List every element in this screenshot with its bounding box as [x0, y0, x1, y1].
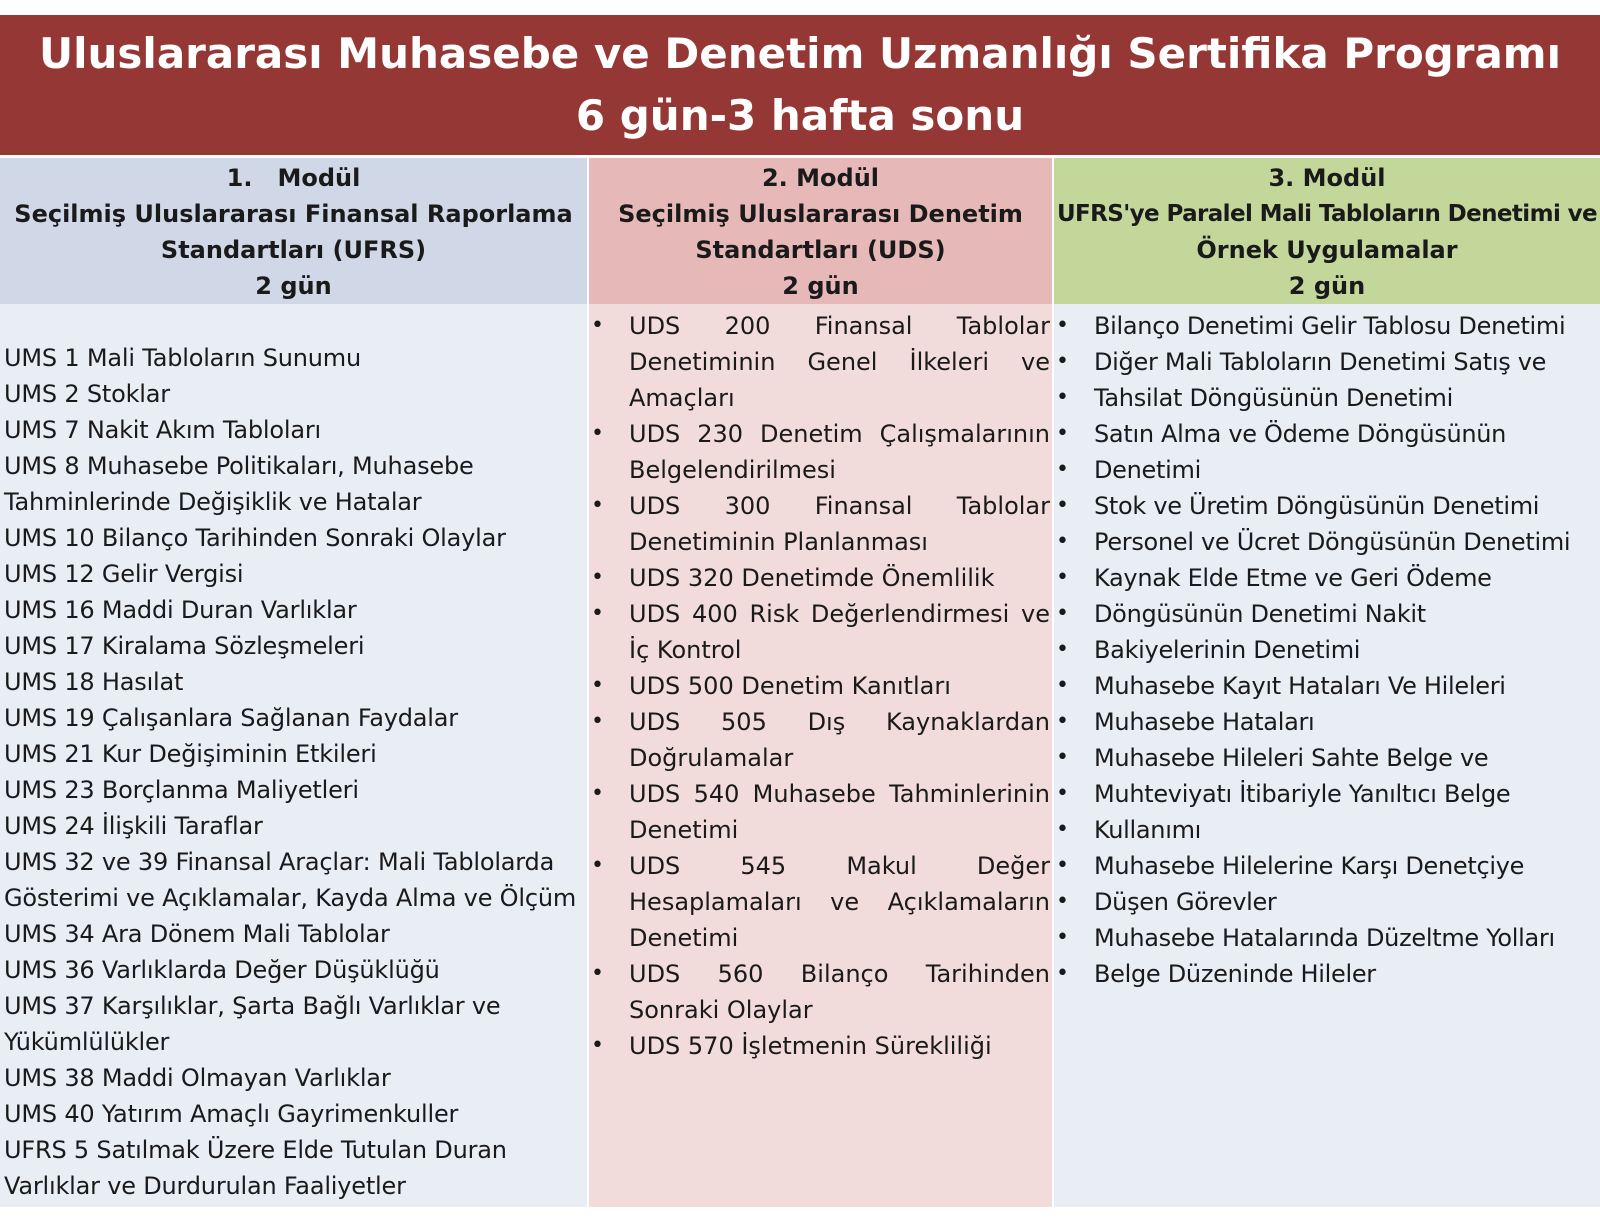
module-1-list: [4, 340, 587, 1204]
module-1-heading: 1. Modül: [226, 164, 361, 192]
module-1-header: [0, 158, 587, 304]
list-item: UMS 1 Mali Tabloların Sunumu: [4, 344, 362, 372]
list-item: Yükümlülükler: [4, 1028, 170, 1056]
list-item: • UDS 545 Makul Değer Hesaplamaları ve Açıklamaların Denetimi: [589, 848, 1050, 956]
list-item: Varlıklar ve Durdurulan Faaliyetler: [4, 1172, 406, 1200]
module-1-subtitle-line1: Seçilmiş Uluslararası Finansal Raporlama: [14, 200, 573, 228]
list-item: UMS 18 Hasılat: [4, 668, 184, 696]
list-item: • Muhasebe Hilelerine Karşı Denetçiye: [1054, 848, 1600, 884]
list-item: • Kullanımı: [1054, 812, 1600, 848]
list-item: UMS 36 Varlıklarda Değer Düşüklüğü: [4, 956, 440, 984]
list-item: • Bakiyelerinin Denetimi: [1054, 632, 1600, 668]
list-item: • Muhasebe Hatalarında Düzeltme Yolları: [1054, 920, 1600, 956]
program-title-banner: [0, 15, 1600, 155]
list-item: • Diğer Mali Tabloların Denetimi Satış ve: [1054, 344, 1600, 380]
list-item: • UDS 540 Muhasebe Tahminlerinin Denetimi: [589, 776, 1050, 848]
list-item: • Denetimi: [1054, 452, 1600, 488]
list-item: UMS 7 Nakit Akım Tabloları: [4, 416, 321, 444]
list-item: • UDS 400 Risk Değerlendirmesi ve İç Kontrol: [589, 596, 1050, 668]
list-item: UMS 19 Çalışanlara Sağlanan Faydalar: [4, 704, 458, 732]
list-item: UMS 38 Maddi Olmayan Varlıklar: [4, 1064, 391, 1092]
module-3-heading: 3. Modül: [1268, 164, 1386, 192]
module-1-subtitle-line2: Standartları (UFRS): [160, 236, 427, 264]
list-item: • Düşen Görevler: [1054, 884, 1600, 920]
list-item: UMS 10 Bilanço Tarihinden Sonraki Olaylar: [4, 524, 506, 552]
list-item: • Kaynak Elde Etme ve Geri Ödeme: [1054, 560, 1600, 596]
list-item: UMS 34 Ara Dönem Mali Tablolar: [4, 920, 390, 948]
module-3-subtitle-line2: Örnek Uygulamalar: [1196, 236, 1458, 264]
list-item: UMS 21 Kur Değişiminin Etkileri: [4, 740, 377, 768]
list-item: • UDS 200 Finansal Tablolar Denetiminin Genel İlkeleri ve Amaçları: [589, 308, 1050, 416]
module-2-header: [589, 158, 1052, 304]
list-item: • Belge Düzeninde Hileler: [1054, 956, 1600, 992]
list-item: UMS 37 Karşılıklar, Şarta Bağlı Varlıklar ve: [4, 992, 501, 1020]
list-item: • UDS 300 Finansal Tablolar Denetiminin Planlanması: [589, 488, 1050, 560]
list-item: • Döngüsünün Denetimi Nakit: [1054, 596, 1600, 632]
list-item: UMS 12 Gelir Vergisi: [4, 560, 244, 588]
list-item: • UDS 570 İşletmenin Sürekliliği: [589, 1028, 1050, 1064]
list-item: • Satın Alma ve Ödeme Döngüsünün: [1054, 416, 1600, 452]
list-item: UMS 40 Yatırım Amaçlı Gayrimenkuller: [4, 1100, 459, 1128]
list-item: UMS 16 Maddi Duran Varlıklar: [4, 596, 357, 624]
module-2-heading: 2. Modül: [761, 164, 880, 192]
list-item: UFRS 5 Satılmak Üzere Elde Tutulan Duran: [4, 1136, 507, 1164]
program-title: Uluslararası Muhasebe ve Denetim Uzmanlığı Sertifika Programı: [39, 29, 1561, 78]
list-item: • Stok ve Üretim Döngüsünün Denetimi: [1054, 488, 1600, 524]
list-item: UMS 17 Kiralama Sözleşmeleri: [4, 632, 365, 660]
list-item: UMS 24 İlişkili Taraflar: [4, 812, 263, 840]
list-item: UMS 23 Borçlanma Maliyetleri: [4, 776, 359, 804]
module-1-duration: 2 gün: [255, 272, 332, 300]
list-item: • Tahsilat Döngüsünün Denetimi: [1054, 380, 1600, 416]
module-3-list: [1054, 308, 1600, 992]
list-item: UMS 8 Muhasebe Politikaları, Muhasebe: [4, 452, 474, 480]
module-2-subtitle-line2: Standartları (UDS): [695, 236, 946, 264]
list-item: • Bilanço Denetimi Gelir Tablosu Denetimi: [1054, 308, 1600, 344]
program-duration: 6 gün-3 hafta sonu: [575, 91, 1025, 140]
list-item: • Muhasebe Kayıt Hataları Ve Hileleri: [1054, 668, 1600, 704]
list-item: • UDS 560 Bilanço Tarihinden Sonraki Olaylar: [589, 956, 1050, 1028]
module-3-duration: 2 gün: [1288, 272, 1366, 300]
module-3-header: [1054, 158, 1600, 304]
module-3-subtitle-line1: UFRS'ye Paralel Mali Tabloların Denetimi ve: [1056, 201, 1598, 227]
list-item: • Muhteviyatı İtibariyle Yanıltıcı Belge: [1054, 776, 1600, 812]
list-item: UMS 2 Stoklar: [4, 380, 170, 408]
list-item: • UDS 230 Denetim Çalışmalarının Belgelendirilmesi: [589, 416, 1050, 488]
list-item: UMS 32 ve 39 Finansal Araçlar: Mali Tablolarda: [4, 848, 555, 876]
list-item: Tahminlerinde Değişiklik ve Hatalar: [4, 488, 422, 516]
list-item: • Muhasebe Hataları: [1054, 704, 1600, 740]
module-2-subtitle-line1: Seçilmiş Uluslararası Denetim: [618, 200, 1023, 228]
module-2-duration: 2 gün: [782, 272, 859, 300]
list-item: • Muhasebe Hileleri Sahte Belge ve: [1054, 740, 1600, 776]
list-item: • UDS 500 Denetim Kanıtları: [589, 668, 1050, 704]
list-item: • Personel ve Ücret Döngüsünün Denetimi: [1054, 524, 1600, 560]
module-3-body: [1054, 304, 1600, 1207]
module-2-list: [589, 308, 1050, 1064]
list-item: • UDS 505 Dış Kaynaklardan Doğrulamalar: [589, 704, 1050, 776]
module-1-body: [0, 304, 587, 1207]
module-2-body: [589, 304, 1052, 1207]
list-item: • UDS 320 Denetimde Önemlilik: [589, 560, 1050, 596]
list-item: Gösterimi ve Açıklamalar, Kayda Alma ve Ölçüm: [4, 884, 577, 912]
